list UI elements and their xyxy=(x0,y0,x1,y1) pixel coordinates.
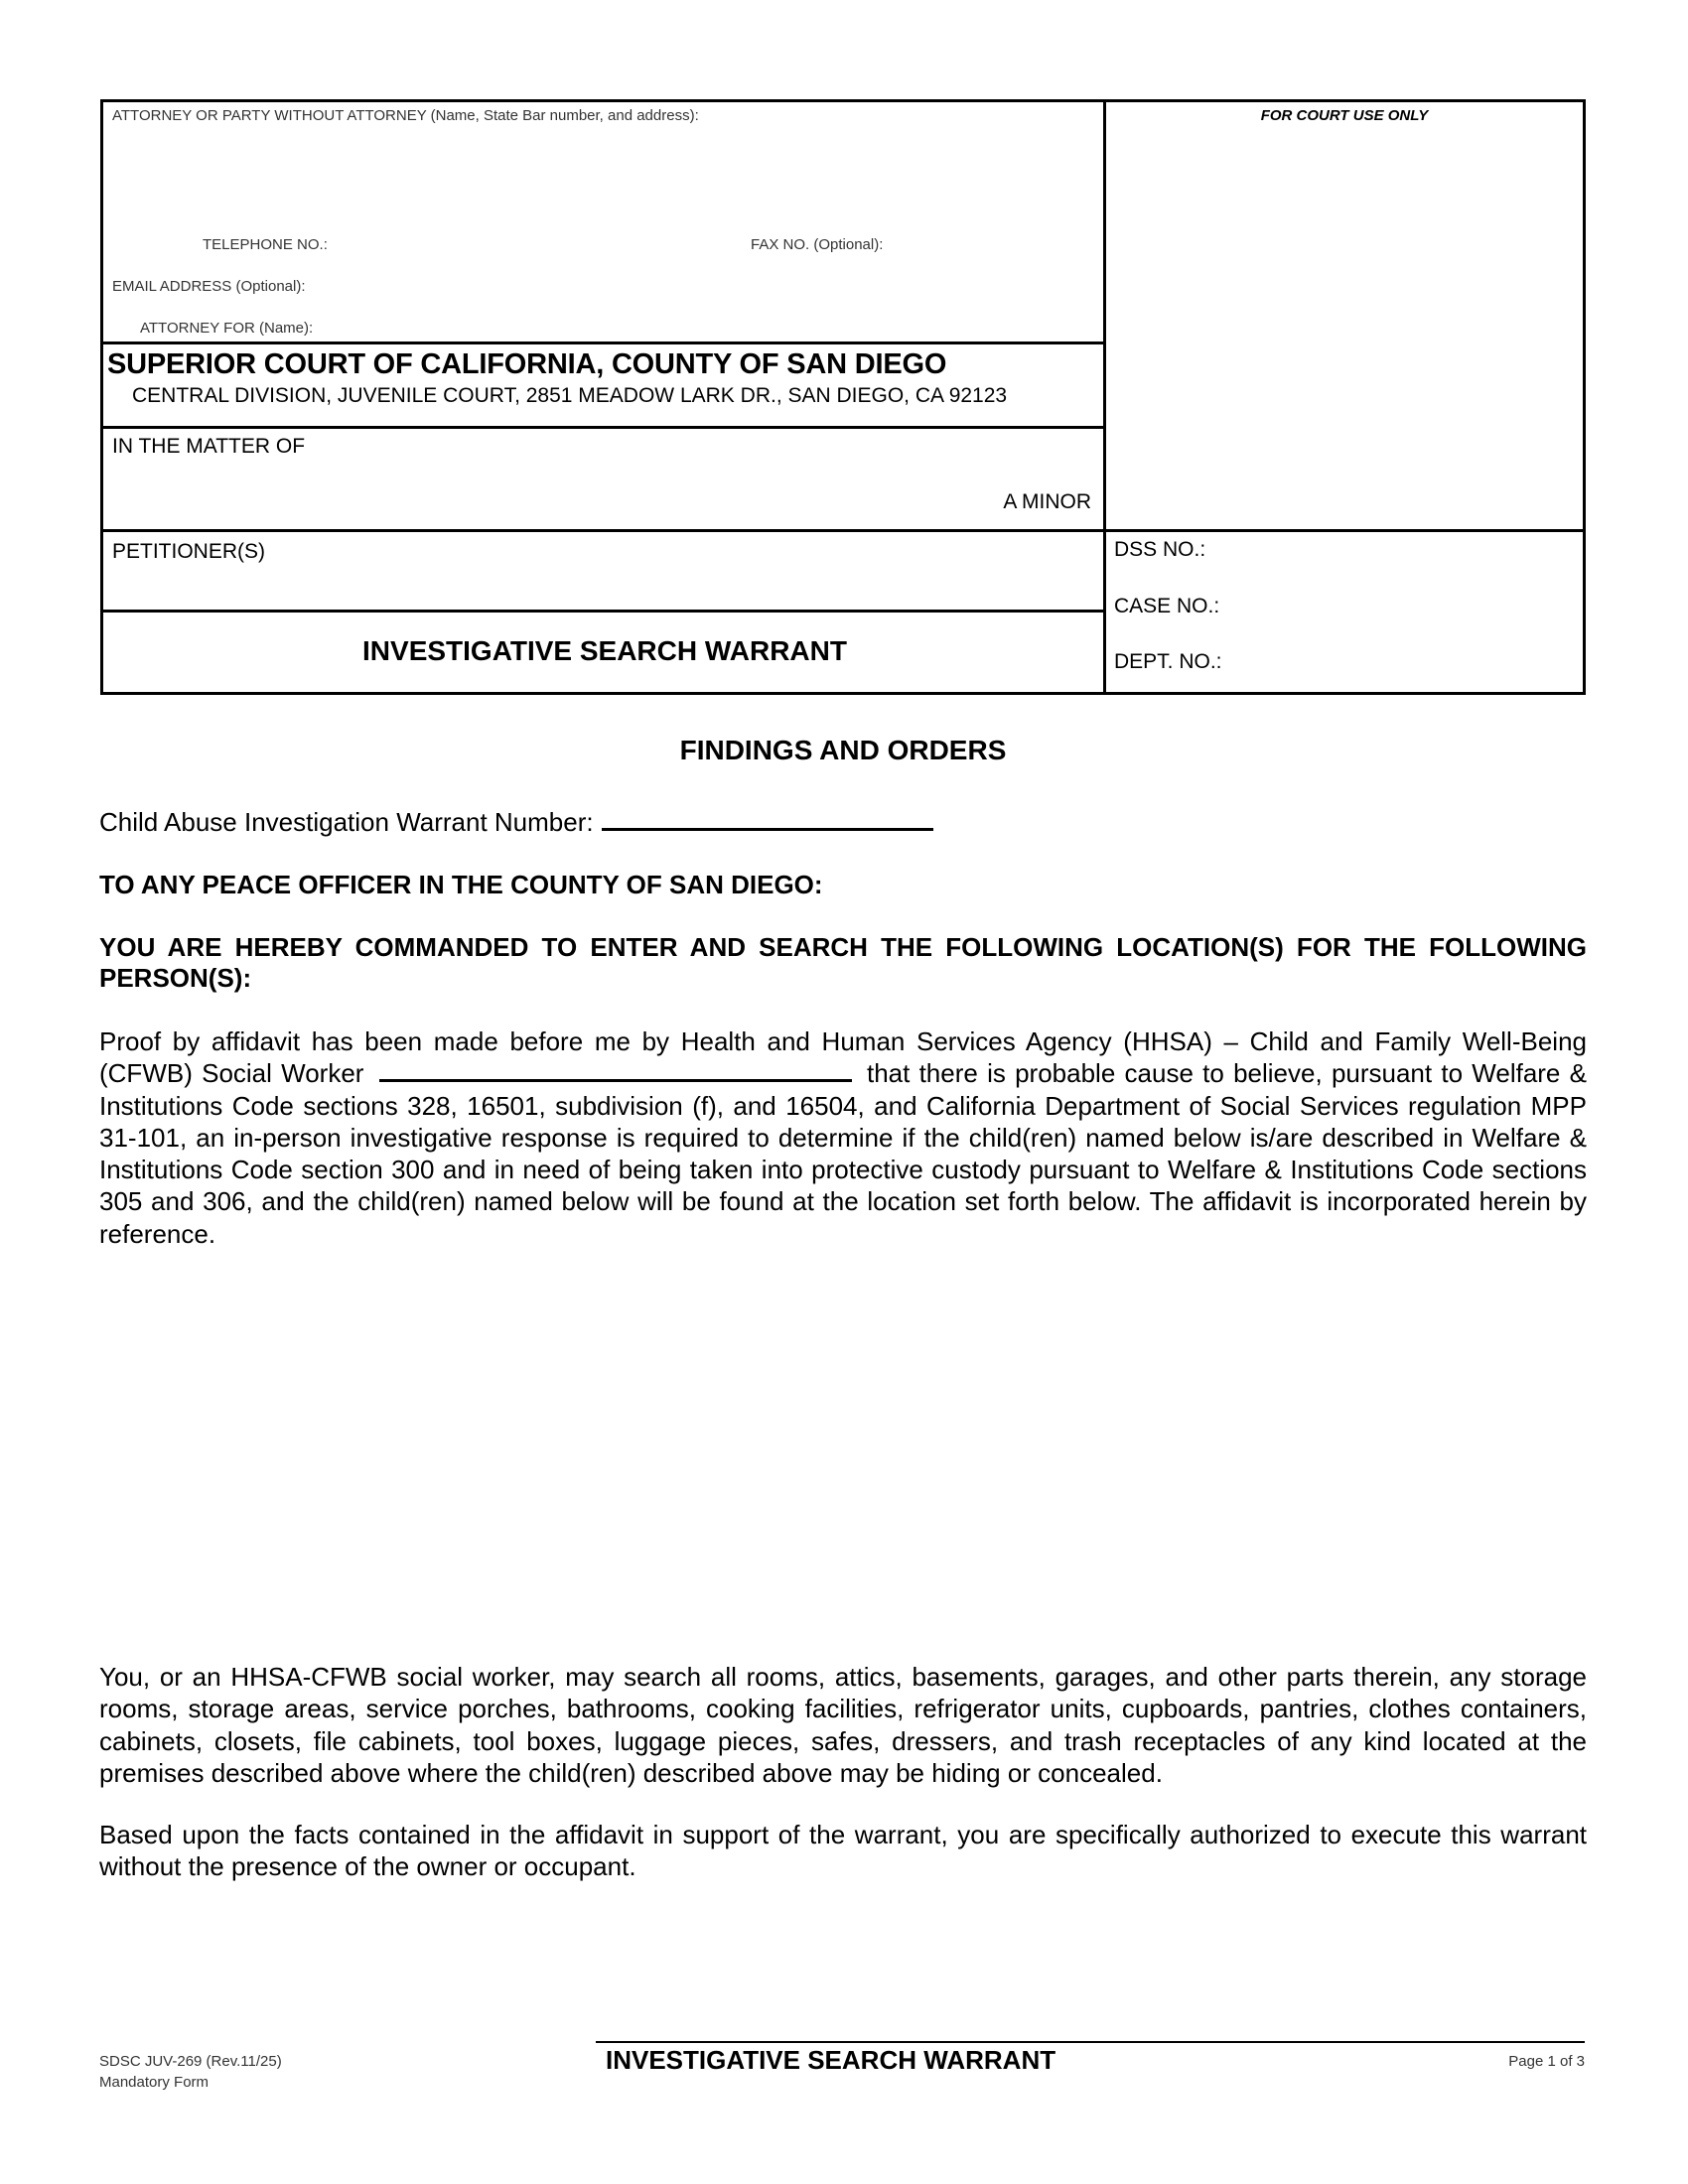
footer-title: INVESTIGATIVE SEARCH WARRANT xyxy=(606,2045,1056,2075)
attorney-section xyxy=(103,102,1106,344)
case-number-label: CASE NO.: xyxy=(1114,595,1220,617)
dss-number-label: DSS NO.: xyxy=(1114,538,1206,561)
affidavit-text-2: that there is probable cause to believe, pursuant to Welfare & Institutions Code sections 328, 16501, subdivision (f), and 16504, and California Department of Social Services regulation MPP 31-101, an in-person investigative response is required to determine if the child(ren) named below is/are described in Welfare & Institutions Code section 300 and in need of being taken into protective custody pursuant to Welfare & Institutions Code sections 305 and 306, and the child(ren) named below will be found at the location set forth below. The affidavit is incorporated herein by reference. xyxy=(99,1058,1587,1249)
court-address: CENTRAL DIVISION, JUVENILE COURT, 2851 MEADOW LARK DR., SAN DIEGO, CA 92123 xyxy=(132,384,1008,407)
command-heading: YOU ARE HEREBY COMMANDED TO ENTER AND SEARCH THE FOLLOWING LOCATION(S) FOR THE FOLLOWING PERSON(S): xyxy=(99,932,1587,993)
search-scope-paragraph: You, or an HHSA-CFWB social worker, may search all rooms, attics, basements, garages, and other parts therein, any storage rooms, storage areas, service porches, bathrooms, cooking facilities, refrigerator units, cupboards, pantries, clothes containers, cabinets, closets, file cabinets, tool boxes, luggage pieces, safes, dressers, and trash receptacles of any kind located at the premises described above where the child(ren) described above may be hiding or concealed. xyxy=(99,1662,1587,1788)
warrant-number-blank[interactable] xyxy=(602,804,933,831)
footer-mandatory: Mandatory Form xyxy=(99,2074,210,2091)
attorney-for-label: ATTORNEY FOR (Name): xyxy=(140,320,314,337)
case-numbers-section xyxy=(1106,532,1583,692)
to-officer-heading: TO ANY PEACE OFFICER IN THE COUNTY OF SAN DIEGO: xyxy=(99,870,823,899)
court-name: SUPERIOR COURT OF CALIFORNIA, COUNTY OF SAN DIEGO xyxy=(107,348,947,380)
form-title: INVESTIGATIVE SEARCH WARRANT xyxy=(362,635,847,666)
warrant-number-row xyxy=(99,804,933,838)
form-title-section xyxy=(103,613,1106,692)
telephone-label: TELEPHONE NO.: xyxy=(203,236,328,253)
minor-label: A MINOR xyxy=(1003,490,1091,513)
matter-section xyxy=(103,429,1106,532)
affidavit-paragraph xyxy=(99,1025,1587,1250)
warrant-number-label: Child Abuse Investigation Warrant Number: xyxy=(99,807,594,837)
footer-rule xyxy=(596,2041,1585,2043)
footer-page-number: Page 1 of 3 xyxy=(1508,2053,1585,2070)
petitioner-label: PETITIONER(S) xyxy=(112,540,266,563)
footer-form-number: SDSC JUV-269 (Rev.11/25) xyxy=(99,2053,282,2070)
affidavit-text-1: Proof by affidavit has been made before me by Health and Human Services Agency (HHSA) – Child and Family Well-Being (CFWB) Social Worker xyxy=(99,1026,1587,1089)
section-heading: FINDINGS AND ORDERS xyxy=(679,735,1007,765)
social-worker-blank[interactable] xyxy=(379,1057,852,1082)
petitioner-section xyxy=(103,532,1106,613)
email-label: EMAIL ADDRESS (Optional): xyxy=(112,278,306,295)
court-section xyxy=(103,344,1106,429)
fax-label: FAX NO. (Optional): xyxy=(751,236,884,253)
court-use-section xyxy=(1106,102,1583,532)
court-use-label: FOR COURT USE ONLY xyxy=(1260,107,1429,124)
caption-box xyxy=(100,99,1586,695)
matter-label: IN THE MATTER OF xyxy=(112,435,306,458)
attorney-header: ATTORNEY OR PARTY WITHOUT ATTORNEY (Name, State Bar number, and address): xyxy=(112,107,699,124)
dept-number-label: DEPT. NO.: xyxy=(1114,650,1222,673)
authorization-paragraph: Based upon the facts contained in the affidavit in support of the warrant, you are specifically authorized to execute this warrant without the presence of the owner or occupant. xyxy=(99,1820,1587,1882)
